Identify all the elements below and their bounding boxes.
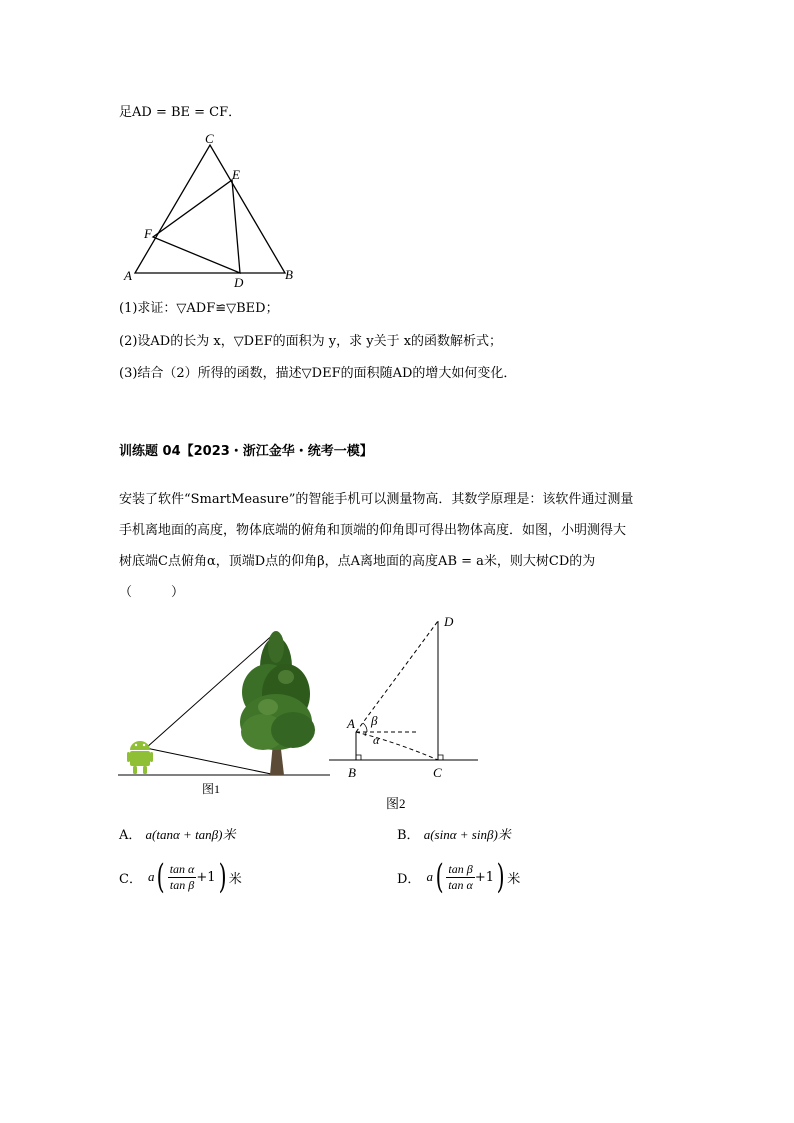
fig2-label-beta: β [371, 713, 378, 728]
question-line-3: 树底端C点俯角α，顶端D点的仰角β，点A离地面的高度AB = a米，则大树CD的为 [119, 554, 596, 569]
prev-intro-line [119, 104, 241, 122]
option-c-rparen: ) [218, 857, 227, 897]
label-C: C [205, 131, 214, 146]
option-d-prefix: a [426, 869, 433, 884]
label-F: F [144, 226, 152, 241]
option-d-letter: D． [397, 871, 421, 887]
option-b-expr: a(sinα + sinβ)米 [423, 827, 511, 842]
option-c-letter: C． [119, 871, 142, 887]
question-line-2: 手机离地面的高度，物体底端的俯角和顶端的仰角即可得出物体高度．如图，小明测得大 [119, 523, 627, 538]
option-c-lparen: ( [157, 857, 166, 897]
figure-1-caption: 图1 [202, 782, 221, 796]
option-d-lparen: ( [435, 857, 444, 897]
option-d-plus: +1 [474, 869, 495, 885]
label-D: D [234, 275, 244, 290]
option-d-fraction [446, 862, 475, 893]
option-c-prefix: a [147, 869, 155, 884]
label-B: B [285, 267, 293, 282]
figure-2 [326, 610, 486, 815]
question-line-4: （ ） [119, 585, 185, 600]
figure-2-caption: 图2 [386, 796, 406, 811]
question-heading: 训练题 04【2023・浙江金华・统考一模】 [119, 444, 373, 459]
option-c-denominator: tan β [169, 877, 195, 892]
fig2-label-A: A [347, 716, 355, 731]
option-d-rparen: ) [496, 857, 505, 897]
figure-1 [118, 622, 333, 797]
prev-part-1: (1)求证：▽ADF≌▽BED； [119, 301, 279, 316]
option-c-numerator: tan α [169, 861, 195, 876]
option-a-expr: a(tanα + tanβ)米 [145, 827, 236, 842]
label-A: A [124, 268, 132, 283]
android-phone-icon [127, 741, 153, 774]
option-b-letter: B． [397, 828, 420, 843]
prev-part-3: (3)结合（2）所得的函数，描述▽DEF的面积随AD的增大如何变化． [119, 366, 517, 381]
triangle-figure [115, 128, 315, 293]
label-E: E [232, 167, 240, 182]
option-a[interactable] [119, 824, 235, 843]
option-c-unit: 米 [228, 871, 242, 887]
option-d-numerator: tan β [448, 861, 473, 876]
fig2-label-B: B [348, 765, 356, 780]
option-a-letter: A． [119, 828, 142, 843]
question-line-1: 安装了软件“SmartMeasure”的智能手机可以测量物高．其数学原理是：该软件通过测量 [119, 492, 634, 507]
option-c-plus: +1 [196, 869, 216, 885]
fig2-label-D: D [444, 614, 454, 629]
option-c-fraction [168, 862, 197, 893]
option-c[interactable] [119, 857, 242, 897]
fig2-label-C: C [433, 765, 442, 780]
option-d-unit: 米 [507, 871, 521, 887]
option-d-denominator: tan α [448, 877, 473, 892]
prev-intro-text: 足AD = BE = CF． [119, 105, 242, 120]
tree-icon [240, 631, 315, 775]
option-b[interactable] [397, 824, 511, 843]
prev-part-2: (2)设AD的长为 x，▽DEF的面积为 y，求 y关于 x的函数解析式； [119, 334, 503, 349]
option-d[interactable] [397, 857, 521, 897]
fig2-label-alpha: α [373, 733, 380, 747]
